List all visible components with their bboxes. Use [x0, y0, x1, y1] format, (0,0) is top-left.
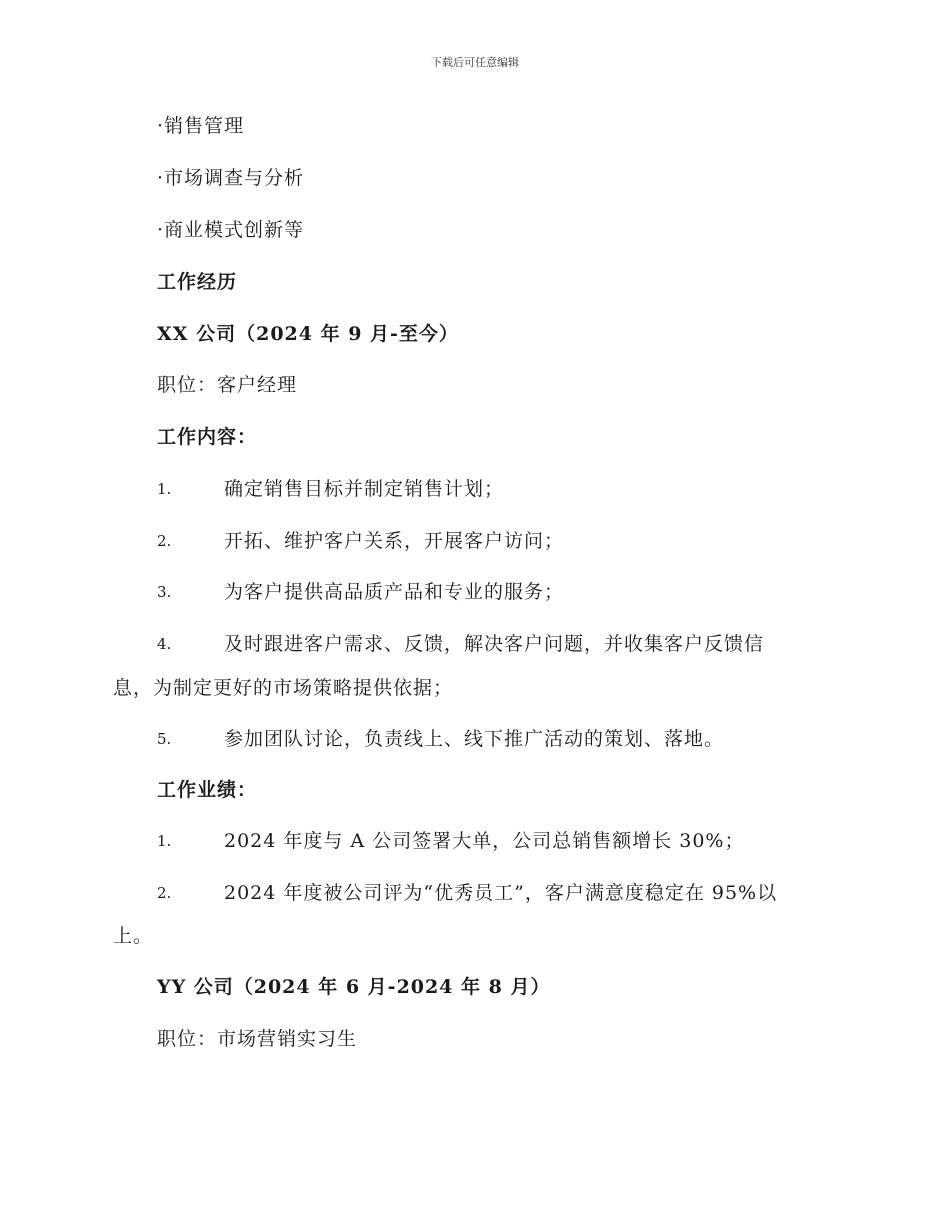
achievement-number: 2.: [157, 884, 172, 902]
job1-duties-title: 工作内容：: [157, 426, 258, 448]
duty-text-continuation: 息，为制定更好的市场策略提供依据；: [113, 677, 454, 699]
duty-text: 开拓、维护客户关系，开展客户访问；: [224, 530, 565, 552]
achievement-text-continuation: 上。: [113, 925, 154, 947]
achievement-number: 1.: [157, 832, 172, 850]
duty-text: 参加团队讨论，负责线上、线下推广活动的策划、落地。: [224, 728, 725, 750]
duty-number: 2.: [157, 532, 172, 550]
achievement-text: 2024 年度被公司评为“优秀员工”，客户满意度稳定在 95%以: [224, 882, 778, 904]
section-title-work-experience: 工作经历: [157, 271, 238, 293]
duty-number: 4.: [157, 635, 172, 653]
job1-company: XX 公司（2024 年 9 月-至今）: [157, 323, 459, 345]
duty-text: 为客户提供高品质产品和专业的服务；: [224, 581, 565, 603]
duty-text: 及时跟进客户需求、反馈，解决客户问题，并收集客户反馈信: [224, 633, 765, 655]
bullet-market-research: ·市场调查与分析: [157, 167, 305, 189]
job2-position: 职位：市场营销实习生: [157, 1028, 358, 1050]
duty-number: 3.: [157, 583, 172, 601]
achievement-text: 2024 年度与 A 公司签署大单，公司总销售额增长 30%；: [224, 830, 745, 852]
job2-company: YY 公司（2024 年 6 月-2024 年 8 月）: [157, 976, 551, 998]
duty-number: 1.: [157, 480, 172, 498]
bullet-business-model: ·商业模式创新等: [157, 219, 305, 241]
bullet-sales-management: ·销售管理: [157, 115, 245, 137]
duty-number: 5.: [157, 730, 172, 748]
duty-text: 确定销售目标并制定销售计划；: [224, 478, 505, 500]
job1-position: 职位：客户经理: [157, 374, 298, 396]
job1-achievements-title: 工作业绩：: [157, 779, 258, 801]
page-header-note: 下载后可任意编辑: [431, 56, 519, 69]
